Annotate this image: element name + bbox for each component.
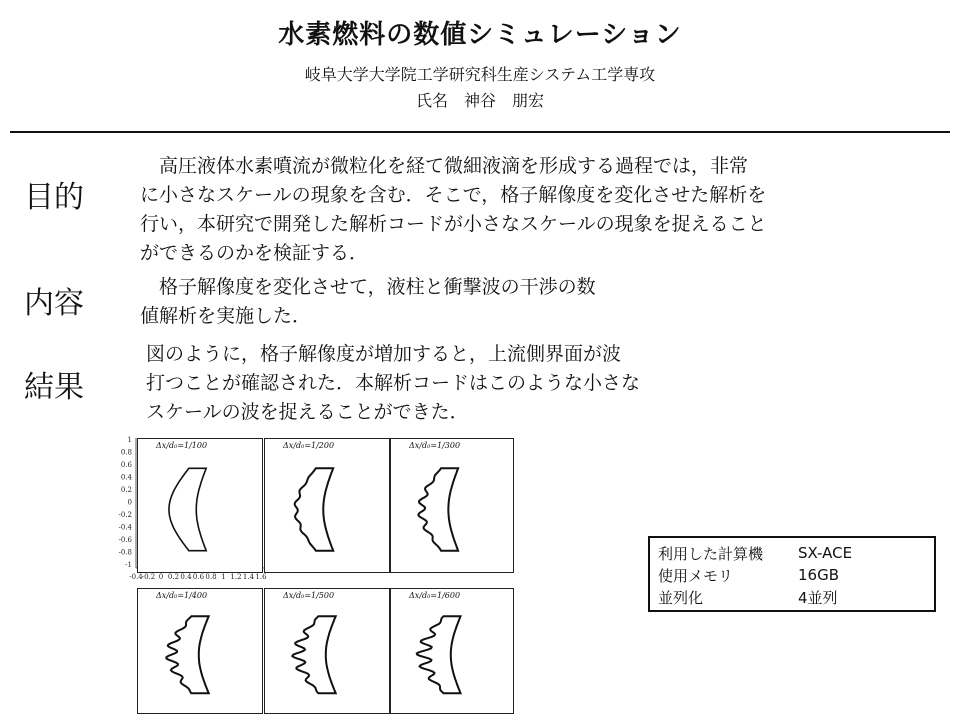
x-tick-label: 0 xyxy=(158,573,164,581)
y-tick-label: -1 xyxy=(125,561,132,569)
x-tick-label: 1.4 xyxy=(242,573,255,581)
title-divider xyxy=(10,131,950,133)
purpose-line: 高圧液体水素噴流が微粒化を経て微細液滴を形成する過程では，非常 xyxy=(140,155,749,177)
x-tick-label: -0.2 xyxy=(141,573,156,581)
interface-curve xyxy=(391,589,513,713)
y-tick-label: 0 xyxy=(127,498,132,507)
interface-curve xyxy=(391,439,513,572)
heading-purpose: 目的 xyxy=(24,180,84,215)
spec-value: 4並列 xyxy=(798,588,838,607)
heading-content: 内容 xyxy=(24,286,84,321)
results-line: 図のように，格子解像度が増加すると，上流側界面が波 xyxy=(146,343,622,365)
results-line: スケールの波を捉えることができた． xyxy=(146,401,469,423)
results-line: 打つことが確認された．本解析コードはこのような小さな xyxy=(146,372,641,394)
interface-curve xyxy=(265,439,389,572)
content-line: 格子解像度を変化させて，液柱と衝撃波の干渉の数 xyxy=(140,276,596,298)
x-tick-label: 0.4 xyxy=(180,573,192,581)
spec-row xyxy=(658,564,926,586)
spec-key: 使用メモリ xyxy=(658,566,734,585)
x-tick-label: 1.2 xyxy=(230,573,242,581)
page-title: 水素燃料の数値シミュレーション xyxy=(278,20,682,50)
purpose-line: に小さなスケールの現象を含む．そこで，格子解像度を変化させた解析を xyxy=(140,184,767,206)
x-tick-labels xyxy=(129,573,267,581)
author-name: 氏名 神谷 朋宏 xyxy=(415,91,544,110)
y-tick-label: 0.8 xyxy=(120,448,132,457)
panel-label: Δx/d₀=1/600 xyxy=(409,591,461,600)
spec-value: 16GB xyxy=(798,566,840,584)
spec-value: SX-ACE xyxy=(798,544,853,562)
content-line: 値解析を実施した． xyxy=(140,305,312,327)
panel-label: Δx/d₀=1/500 xyxy=(283,591,335,600)
panel-1-300 xyxy=(390,438,514,573)
purpose-line: ができるのかを検証する． xyxy=(140,242,369,264)
panel-label: Δx/d₀=1/400 xyxy=(156,591,208,600)
spec-row xyxy=(658,586,926,608)
spec-key: 利用した計算機 xyxy=(658,544,764,563)
x-tick-label: -0.4 xyxy=(129,573,143,581)
x-tick-label: 0.6 xyxy=(192,573,205,581)
computer-spec-box xyxy=(648,536,936,612)
interface-curve xyxy=(138,589,262,713)
y-tick-label: -0.4 xyxy=(118,523,132,532)
x-tick-label: 0.8 xyxy=(205,573,217,581)
purpose-text xyxy=(140,152,767,268)
y-tick-label: -0.2 xyxy=(118,511,132,519)
affiliation: 岐阜大学大学院工学研究科生産システム工学専攻 xyxy=(304,65,656,84)
x-tick-label: 1.6 xyxy=(255,573,267,581)
panel-1-100 xyxy=(137,438,263,573)
interface-curve xyxy=(265,589,389,713)
spec-row xyxy=(658,542,926,564)
y-tick-label: -0.8 xyxy=(118,548,132,557)
interface-curve xyxy=(138,439,262,572)
panel-1-500 xyxy=(264,588,390,714)
panel-1-400 xyxy=(137,588,263,714)
purpose-line: 行い，本研究で開発した解析コードが小さなスケールの現象を捉えること xyxy=(140,213,767,235)
heading-results: 結果 xyxy=(24,370,84,405)
panel-label: Δx/d₀=1/100 xyxy=(156,441,208,450)
y-tick-labels xyxy=(119,436,133,569)
x-tick-label: 1 xyxy=(221,573,226,581)
panel-1-600 xyxy=(390,588,514,714)
results-text xyxy=(146,340,640,427)
y-tick-label: 0.6 xyxy=(120,461,132,469)
content-text xyxy=(140,273,596,331)
y-tick-label: 1 xyxy=(127,436,132,444)
panel-label: Δx/d₀=1/300 xyxy=(409,441,461,450)
panel-label: Δx/d₀=1/200 xyxy=(283,441,335,450)
y-tick-label: 0.4 xyxy=(120,473,132,482)
y-tick-label: -0.6 xyxy=(118,536,132,544)
x-tick-label: 0.2 xyxy=(167,573,180,581)
spec-key: 並列化 xyxy=(658,588,704,607)
panel-1-200 xyxy=(264,438,390,573)
y-tick-label: 0.2 xyxy=(120,486,132,494)
